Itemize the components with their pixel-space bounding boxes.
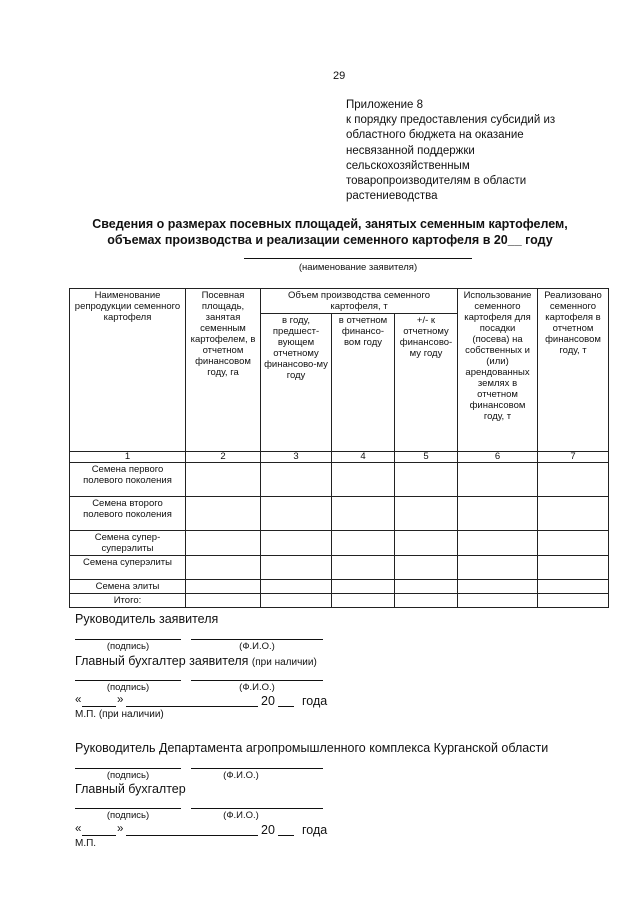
appendix-line: к порядку предоставления субсидий из	[346, 114, 556, 127]
appendix-line: несвязанной поддержки	[346, 144, 475, 157]
table-row	[70, 497, 609, 531]
year-prefix: 20	[261, 823, 275, 837]
row-label: Семена суперэлиты	[70, 556, 186, 580]
appendix-line: сельскохозяйственным	[346, 159, 470, 172]
date-open-quote: «	[75, 823, 82, 835]
header-col-5: +/- к отчетному финансово-му году	[395, 314, 458, 452]
row-label: Семена элиты	[70, 580, 186, 594]
date-day-line	[82, 835, 116, 836]
date-month-line	[126, 835, 258, 836]
head-department-label: Руководитель Департамента агропромышленного комплекса Курганской области	[75, 741, 549, 755]
header-col-7: Реализовано семенного картофеля в отчетном финансовом году, т	[538, 289, 609, 452]
year-line	[278, 706, 294, 707]
row-label: Семена второго полевого поколения	[70, 497, 186, 531]
fio-line	[191, 808, 323, 809]
title-line-2: объемах производства и реализации семенного картофеля в 20__ году	[107, 233, 553, 247]
table-row	[70, 463, 609, 497]
header-col-4: в отчетном финансо-вом году	[332, 314, 395, 452]
column-number: 3	[261, 452, 332, 463]
header-col-3: в году, предшест-вующем отчетному финансово-му году	[261, 314, 332, 452]
column-number: 4	[332, 452, 395, 463]
year-prefix: 20	[261, 694, 275, 708]
date-close-quote: »	[117, 823, 124, 835]
table-row-total	[70, 594, 609, 608]
signature-caption: (подпись)	[106, 810, 150, 821]
header-col-6: Использование семенного картофеля для посадки (посева) на собственных и (или) арендованных землях в отчетном финансовом году, т	[458, 289, 538, 452]
title-line-1: Сведения о размерах посевных площадей, занятых семенным картофелем,	[92, 217, 568, 231]
appendix-line: областного бюджета на оказание	[346, 129, 524, 142]
year-suffix: года	[302, 694, 328, 708]
chief-accountant-applicant-label: Главный бухгалтер заявителя	[75, 654, 249, 668]
column-number: 2	[186, 452, 261, 463]
chief-accountant-label: Главный бухгалтер	[75, 782, 186, 796]
date-day-line	[82, 706, 116, 707]
appendix-line: растениеводства	[346, 190, 438, 203]
fio-caption: (Ф.И.О.)	[223, 770, 259, 781]
column-numbers-row	[70, 452, 609, 463]
appendix-block	[346, 98, 606, 204]
fio-caption: (Ф.И.О.)	[223, 810, 259, 821]
chief-accountant-applicant	[75, 654, 317, 668]
fio-line	[191, 680, 323, 681]
fio-caption: (Ф.И.О.)	[239, 641, 275, 652]
year-line	[278, 835, 294, 836]
signature-caption: (подпись)	[106, 770, 150, 781]
if-available-note: (при наличии)	[251, 657, 317, 668]
seal-department: М.П.	[75, 838, 97, 849]
appendix-line: товаропроизводителям в области	[346, 175, 527, 188]
signature-caption: (подпись)	[106, 641, 150, 652]
column-number: 6	[458, 452, 538, 463]
signature-line	[75, 680, 181, 681]
column-number: 1	[70, 452, 186, 463]
signature-line	[75, 768, 181, 769]
signature-caption: (подпись)	[106, 682, 150, 693]
appendix-title: Приложение 8	[346, 99, 424, 111]
year-suffix: года	[302, 823, 328, 837]
date-month-line	[126, 706, 258, 707]
applicant-caption: (наименование заявителя)	[298, 262, 418, 273]
table-row	[70, 556, 609, 580]
header-col-2: Посевная площадь, занятая семенным картофелем, в отчетном финансовом году, га	[186, 289, 261, 452]
document-title	[60, 216, 600, 248]
data-table	[69, 288, 609, 608]
row-label: Семена первого полевого поколения	[70, 463, 186, 497]
table-row	[70, 580, 609, 594]
date-open-quote: «	[75, 694, 82, 706]
date-close-quote: »	[117, 694, 124, 706]
column-number: 5	[395, 452, 458, 463]
row-label: Итого:	[70, 594, 186, 608]
table-row	[70, 531, 609, 556]
fio-line	[191, 639, 323, 640]
row-label: Семена супер-суперэлиты	[70, 531, 186, 556]
page-number: 29	[333, 70, 346, 82]
header-group-production: Объем производства семенного картофеля, т	[261, 289, 458, 314]
applicant-name-line	[244, 258, 472, 259]
head-applicant-label: Руководитель заявителя	[75, 612, 219, 626]
column-number: 7	[538, 452, 609, 463]
fio-line	[191, 768, 323, 769]
header-col-1: Наименование репродукции семенного картофеля	[70, 289, 186, 452]
seal-applicant: М.П. (при наличии)	[75, 709, 164, 720]
signature-line	[75, 639, 181, 640]
signature-line	[75, 808, 181, 809]
fio-caption: (Ф.И.О.)	[239, 682, 275, 693]
